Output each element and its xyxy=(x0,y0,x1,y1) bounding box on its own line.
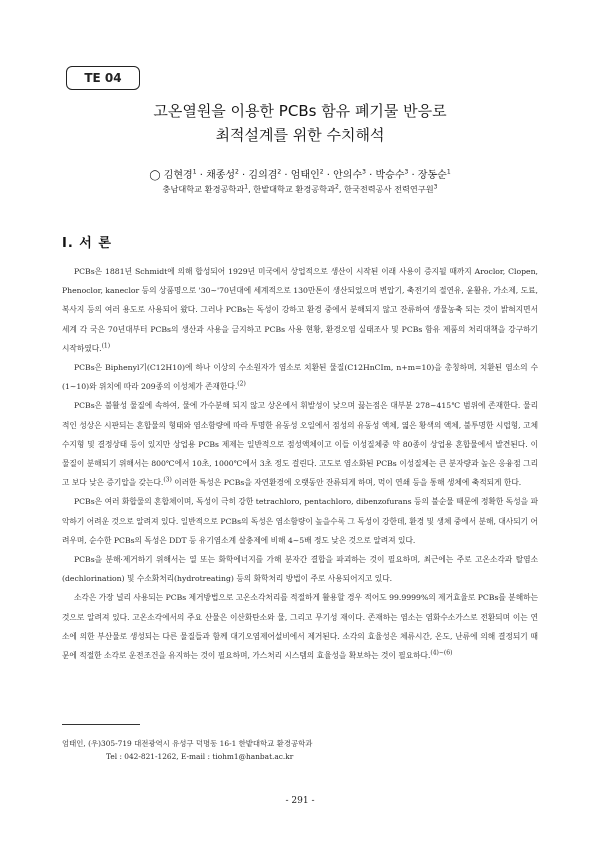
paper-title-line-2: 최적설계를 위한 수치해석 xyxy=(215,126,385,144)
paragraph xyxy=(62,262,538,358)
paragraph xyxy=(62,492,538,550)
author-separator: · xyxy=(281,170,291,181)
paper-title-line-1: 고온열원을 이용한 PCBs 함유 폐기물 반응로 xyxy=(153,102,447,120)
author-affiliation-sup: 1 xyxy=(446,168,451,176)
page-number: - 291 - xyxy=(285,796,315,806)
author-affiliation-sup: 2 xyxy=(277,168,282,176)
author-name: 장동순 xyxy=(417,170,447,181)
affiliations: 충남대학교 환경공학과$^1$, 한밭대학교 환경공학과$^2$, 한국전력공사 전력연구원$^3$ xyxy=(162,183,438,194)
paragraph xyxy=(62,396,538,492)
introduction-body xyxy=(62,262,538,665)
session-tag: TE 04 xyxy=(66,66,140,90)
author-name: 김의겸 xyxy=(248,170,278,181)
presenter-marker: ◯ xyxy=(149,170,161,181)
author-name: 김현경 xyxy=(163,170,193,181)
paragraph-text-tail: 이러한 특성은 PCBs을 자연환경에 오랫동안 잔류되게 하며, 먹이 연쇄 등을 통해 생체에 축적되게 한다. xyxy=(171,478,522,488)
affiliation-3: 한국전력공사 전력연구원 xyxy=(344,184,434,194)
paragraph-text: PCBs은 여러 화합물의 혼합체이며, 독성이 극히 강한 tetrachloro, pentachloro, dibenzofurans 등의 불순물 때문에 정확한 독성을 파악하기 어려운 것으로 알려져 있다. 일반적으로 PCBs의 독성은 염소함량이 높을수록 그 독성이 강한데, 환경 및 생체 중에서 분해, 대사되기 어려우며, 순수한 PCBs의 독성은 DDT 등 유기염소계 살충제에 비해 4∼5배 정도 낮은 것으로 알려져 있다. xyxy=(62,497,538,545)
footnote-contact: Tel : 042-821-1262, E-mail : tiohm1@hanbat.ac.kr xyxy=(106,752,294,761)
reference-marker: (2) xyxy=(237,380,246,388)
author-separator: · xyxy=(365,170,376,181)
paragraph xyxy=(62,358,538,396)
reference-marker: (4)∼(6) xyxy=(430,649,453,657)
affiliation-1-sup: 1 xyxy=(244,183,249,191)
paragraph xyxy=(62,588,538,665)
affiliation-1: 충남대학교 환경공학과 xyxy=(162,184,245,194)
paragraph-text: PCBs은 1881년 Schmidt에 의해 합성되어 1929년 미국에서 상업적으로 생산이 시작된 이래 사용이 증지될 때까지 Aroclor, Clopen, Phenoclor, kaneclor 등의 상품명으로 '30∼'70년대에 세계적으로 130만톤이 생산되었으며 변압기, 축전기의 절연유, 윤활유, 가소제, 도료, 복사지 등의 여러 용도로 사용되어 왔다. 그러나 PCBs는 독성이 강하고 환경 중에서 분해되지 않고 잔류하여 생물농축 되는 것이 밝혀지면서 세계 각 국은 70년대부터 PCBs의 생산과 사용을 금지하고 PCBs 사용 현황, 환경오염 실태조사 및 PCBs 함유 제품의 처리대책을 강구하기 시작하였다. xyxy=(62,267,538,353)
author-affiliation-sup: 2 xyxy=(235,168,239,176)
author-names xyxy=(164,170,451,181)
author-separator: · xyxy=(323,170,334,181)
footnote xyxy=(62,737,542,763)
affiliation-3-sup: 3 xyxy=(433,183,438,191)
paragraph-text: PCBs은 Biphenyl기(C12H10)에 하나 이상의 수소원자가 염소로 치환된 물질(C12HnCIm, n+m=10)을 총칭하며, 치환된 염소의 수(1∼10)와 위치에 따라 209종의 이성체가 존재한다. xyxy=(62,363,538,392)
author-affiliation-sup: 1 xyxy=(192,168,197,176)
section-heading-introduction: Ⅰ. 서 론 xyxy=(62,236,112,251)
author-separator: · xyxy=(408,170,418,181)
author-name: 엄태인 xyxy=(290,170,320,181)
author-list xyxy=(0,166,600,181)
footnote-rule xyxy=(62,724,140,725)
affiliation-2: 한밭대학교 환경공학과 xyxy=(253,184,335,194)
author-affiliation-sup: 3 xyxy=(404,168,409,176)
author-name: 박승수 xyxy=(375,170,405,181)
paragraph-text: PCBs은 불활성 물질에 속하여, 물에 가수분해 되지 않고 상온에서 휘발성이 낮으며 끓는점은 대부분 278∼415℃ 범위에 존재한다. 물리적인 성상은 시판되는 혼합물의 형태와 염소함량에 따라 투명한 유동성 오일에서 점성의 유동성 액체, 엷은 황색의 액체, 불투명한 시럽형, 고체수지형 및 결정상태 등이 있지만 상업용 PCBs 제제는 일반적으로 점성액체이고 이들 이성질체중 약 80종이 상업용 혼합물에서 발견된다. 이 물질이 분해되기 위해서는 800℃에서 10초, 1000℃에서 3초 정도 걸린다. 고도로 염소화된 PCBs 이성질체는 큰 분자량과 높은 응융점 그리고 보다 낮은 증기압을 갖는다. xyxy=(62,401,538,488)
affiliation-2-sup: 2 xyxy=(334,183,339,191)
author-name: 채종성 xyxy=(206,170,236,181)
author-affiliation-sup: 2 xyxy=(319,168,324,176)
author-separator: · xyxy=(196,170,207,181)
paragraph xyxy=(62,550,538,588)
author-name: 안의수 xyxy=(333,170,363,181)
paragraph-text: PCBs을 분해·제거하기 위해서는 열 또는 화학에너지를 가해 분자간 결합을 파괴하는 것이 필요하며, 최근에는 주로 고온소각과 탈염소(dechlorination) 및 수소화처리(hydrotreating) 등의 화학처리 방법이 주로 사용되어지고 있다. xyxy=(62,555,538,584)
reference-marker: (3) xyxy=(163,476,172,484)
author-affiliation-sup: 3 xyxy=(362,168,366,176)
paragraph-text: 소각은 가장 널리 사용되는 PCBs 제거방법으로 고온소각처리를 적절하게 활용할 경우 적어도 99.9999%의 제거효율로 PCBs를 분해하는 것으로 알려져 있다. 고온소각에서의 주요 산물은 이산화탄소와 물, 그리고 무기성 재이다. 존재하는 염소는 염화수소가스로 전환되며 이는 연소에 의한 부산물로 생성되는 다른 물질들과 함께 대기오염제어설비에서 제거된다. 소각의 효율성은 체류시간, 온도, 난류에 의해 결정되기 때문에 적절한 소각로 운전조건을 유지하는 것이 필요하며, 가스처리 시스템의 효율성을 확보하는 것이 필요하다. xyxy=(62,593,538,661)
author-separator: · xyxy=(238,170,249,181)
footnote-address: 엄태인, (우)305-719 대전광역시 유성구 덕명동 16-1 한밭대학교 환경공학과 xyxy=(62,739,313,748)
reference-marker: (1) xyxy=(101,342,111,350)
